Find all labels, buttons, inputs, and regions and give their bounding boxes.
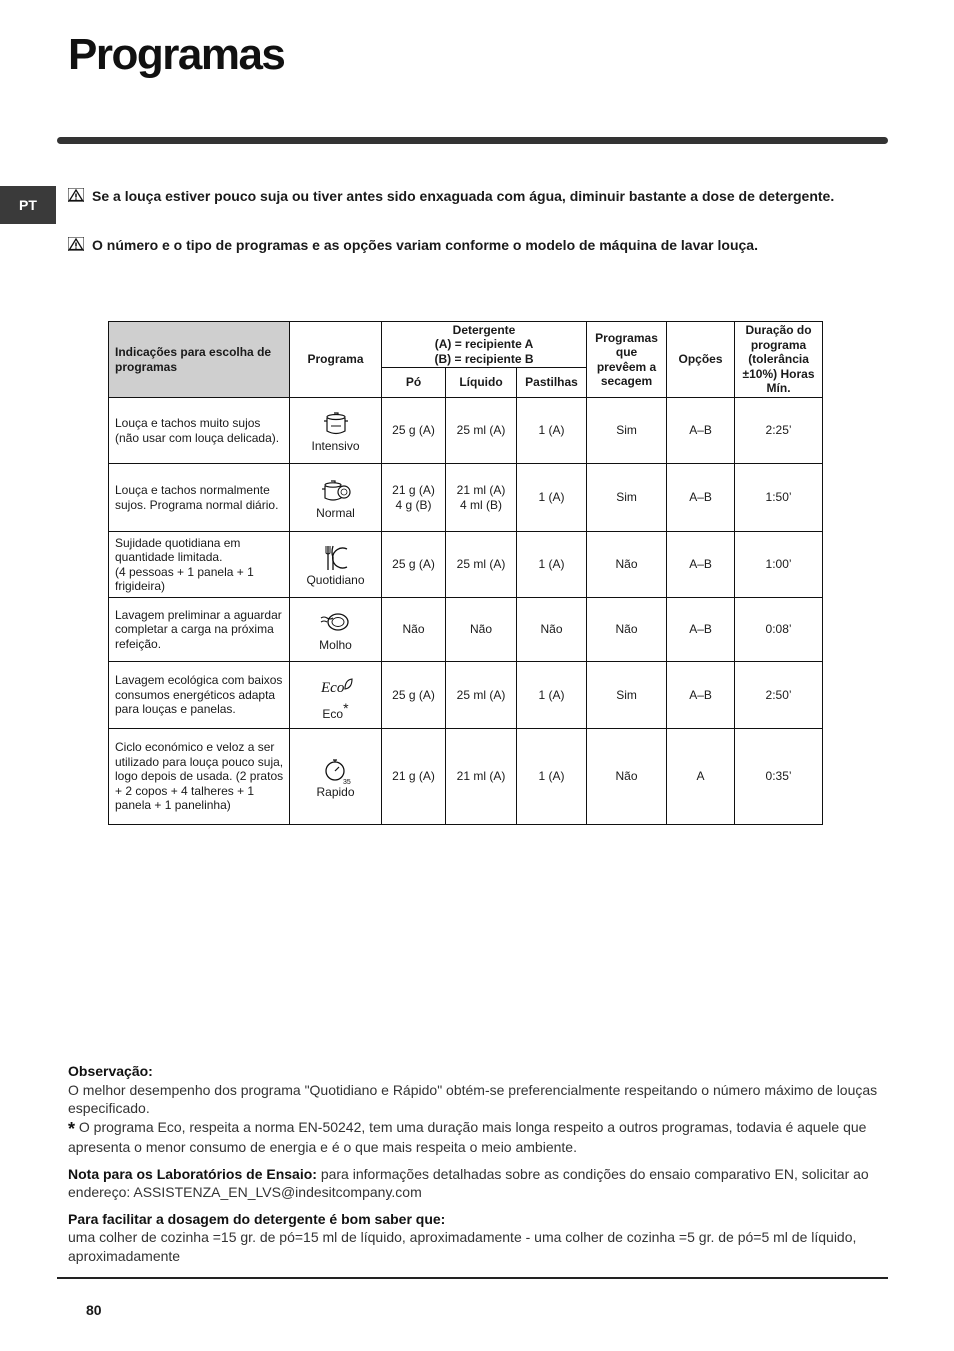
program-cell [290,532,382,598]
duration-cell: 2:25’ [735,398,823,464]
indication-cell: Louça e tachos normalmente sujos. Programa normal diário. [109,464,290,532]
duration-cell: 2:50’ [735,662,823,729]
options-cell: A–B [667,532,735,598]
program-cell [290,598,382,662]
program-cell [290,398,382,464]
table-row [109,398,823,464]
drying-cell: Não [587,598,667,662]
drying-cell: Sim [587,398,667,464]
liquid-cell: 25 ml (A) [446,398,517,464]
lab-note-text: para informações detalhadas sobre as condições do ensaio comparativo EN, solicitar ao endereço: ASSISTENZA_EN_LVS@indesitcompany.com [68,1165,869,1200]
liquid-cell [446,464,517,532]
page-title: Programas [68,30,285,79]
duration-cell: 1:50’ [735,464,823,532]
bottom-divider [57,1277,888,1279]
powder-cell: 21 g (A) [382,729,446,825]
program-name: Intensivo [311,439,360,454]
warning-triangle-icon [68,237,84,251]
options-cell: A–B [667,662,735,729]
indication-cell: Louça e tachos muito sujos (não usar com louça delicada). [109,398,290,464]
program-cell [290,464,382,532]
indication-detail: (4 pessoas + 1 panela + 1 frigideira) [115,564,254,593]
liquid-cell: 25 ml (A) [446,532,517,598]
program-name: Rapido [316,785,355,800]
tablets-cell: Não [517,598,587,662]
drying-cell: Não [587,729,667,825]
svg-text:Eco: Eco [320,679,344,696]
normal-pot-plate-icon [319,476,353,506]
liquid-cell: 25 ml (A) [446,662,517,729]
powder-value-b: 4 g (B) [395,497,432,512]
header-liquid: Líquido [446,368,517,398]
dosage-note [68,1210,890,1266]
intensive-pot-icon [319,409,353,439]
table-row [109,532,823,598]
header-tablets: Pastilhas [517,368,587,398]
table-row [109,662,823,729]
dosage-note-title: Para facilitar a dosagem do detergente é bom saber que: [68,1210,446,1227]
program-cell [290,662,382,729]
indication-cell [109,532,290,598]
liquid-value-a: 21 ml (A) [456,483,506,497]
program-name: Normal [316,506,355,521]
indication-cell: Ciclo económico e veloz a ser utilizado para louça pouco suja, logo depois de usada. (2 pratos + 2 copos + 4 talheres + 1 panela + 1 panelinha) [109,729,290,825]
observation-note [68,1062,890,1157]
warning-1-text: Se a louça estiver pouco suja ou tiver antes sido enxaguada com água, diminuir bastante a dose de detergente. [92,188,835,204]
liquid-cell: 21 ml (A) [446,729,517,825]
table-row [109,729,823,825]
program-name: Eco* [322,699,349,721]
soak-plate-water-icon [319,608,353,638]
options-cell: A–B [667,398,735,464]
tablets-cell: 1 (A) [517,532,587,598]
header-detergent-title: Detergente [452,322,516,337]
programs-table [108,321,823,825]
header-detergent-b: (B) = recipiente B [434,351,534,366]
table-row [109,464,823,532]
drying-cell: Sim [587,662,667,729]
top-divider [57,137,888,144]
warning-2 [68,236,888,255]
liquid-value-b: 4 ml (B) [460,497,502,512]
powder-cell: 25 g (A) [382,398,446,464]
liquid-cell: Não [446,598,517,662]
header-drying: Programas que prevêem a secagem [587,322,667,398]
notes-section [68,1062,890,1273]
eco-footnote-star: * [68,1118,76,1139]
tablets-cell: 1 (A) [517,464,587,532]
powder-value-a: 21 g (A) [392,483,435,497]
header-indications: Indicações para escolha de programas [109,322,290,398]
page-number: 80 [86,1302,102,1318]
rapid-icon-label: 35 [342,779,351,786]
header-program: Programa [290,322,382,398]
powder-cell: 25 g (A) [382,662,446,729]
daily-cutlery-plate-icon [319,543,353,573]
header-powder: Pó [382,368,446,398]
lab-note-title: Nota para os Laboratórios de Ensaio: [68,1165,317,1182]
tablets-cell: 1 (A) [517,398,587,464]
indication-cell: Lavagem preliminar a aguardar completar a carga na próxima refeição. [109,598,290,662]
observation-text: O melhor desempenho dos programa "Quotidiano e Rápido" obtém-se preferencialmente respeitando o número máximo de louças especificado. [68,1081,878,1116]
drying-cell: Não [587,532,667,598]
dosage-note-text: uma colher de cozinha =15 gr. de pó=15 ml de líquido, aproximadamente - uma colher de cozinha =5 gr. de pó=5 ml de líquido, aproximadamente [68,1229,857,1264]
warning-1 [68,187,868,206]
program-name: Quotidiano [306,573,365,588]
eco-footnote-text: O programa Eco, respeita a norma EN-50242, tem uma duração mais longa respeito a outros programas, todavia é aquele que apresenta o menor consumo de energia e é o que mais respeita o meio ambiente. [68,1118,867,1155]
header-options: Opções [667,322,735,398]
program-cell [290,729,382,825]
header-duration: Duração do programa (tolerância ±10%) Horas Mín. [735,322,823,398]
table-row [109,598,823,662]
duration-cell: 1:00’ [735,532,823,598]
header-detergent-a: (A) = recipiente A [434,337,534,352]
indication-cell: Lavagem ecológica com baixos consumos energéticos adapta para louças e panelas. [109,662,290,729]
lab-note [68,1165,890,1202]
powder-cell [382,464,446,532]
observation-title: Observação: [68,1063,153,1079]
duration-cell: 0:35’ [735,729,823,825]
options-cell: A [667,729,735,825]
duration-cell: 0:08’ [735,598,823,662]
eco-asterisk: * [343,699,349,716]
language-tab: PT [0,186,56,224]
powder-cell: 25 g (A) [382,532,446,598]
indication-text: Sujidade quotidiana em quantidade limitada. [115,535,241,564]
powder-cell: Não [382,598,446,662]
tablets-cell: 1 (A) [517,729,587,825]
eco-leaf-icon [319,671,353,701]
rapid-stopwatch-icon [319,755,353,785]
header-detergent [382,322,587,368]
warning-2-text: O número e o tipo de programas e as opções variam conforme o modelo de máquina de lavar louça. [92,237,758,253]
options-cell: A–B [667,464,735,532]
drying-cell: Sim [587,464,667,532]
tablets-cell: 1 (A) [517,662,587,729]
options-cell: A–B [667,598,735,662]
program-name: Molho [319,638,352,653]
warning-triangle-icon [68,188,84,202]
